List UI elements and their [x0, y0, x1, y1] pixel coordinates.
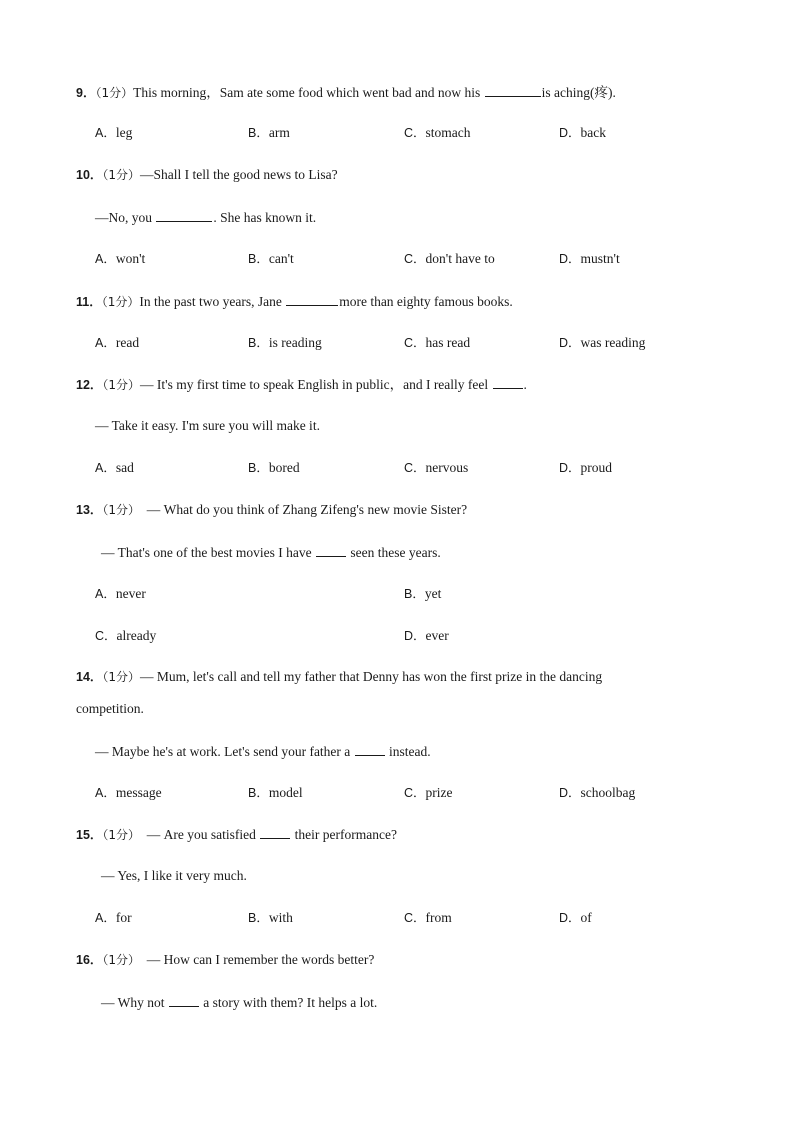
question-10-stem — [76, 167, 338, 183]
answer-blank — [286, 293, 338, 306]
question-score: （1分） — [102, 168, 141, 182]
answer-blank — [485, 84, 541, 97]
question-number: 16． — [76, 953, 103, 967]
option-d[interactable]: D．back — [559, 125, 607, 140]
question-16-reply: — Why not a story with them? It helps a lot. — [101, 995, 378, 1010]
option-a[interactable]: A．never — [95, 586, 146, 601]
option-a[interactable]: A．for — [95, 910, 132, 925]
option-d[interactable]: D．was reading — [559, 335, 646, 350]
option-c[interactable]: C．nervous — [404, 460, 469, 475]
question-score: （1分） — [101, 295, 140, 309]
question-score: （1分） — [102, 503, 141, 517]
option-c[interactable]: C．stomach — [404, 125, 471, 140]
option-b[interactable]: B．bored — [248, 460, 300, 475]
option-d[interactable]: D．of — [559, 910, 592, 925]
answer-blank — [260, 826, 290, 839]
question-score: （1分） — [102, 953, 141, 967]
stem-text: —Shall I tell the good news to Lisa? — [140, 167, 338, 182]
option-b[interactable]: B．yet — [404, 586, 442, 601]
option-b[interactable]: B．is reading — [248, 335, 322, 350]
option-d[interactable]: D．schoolbag — [559, 785, 636, 800]
option-b[interactable]: B．with — [248, 910, 293, 925]
option-d[interactable]: D．mustn't — [559, 251, 620, 266]
option-a[interactable]: A．read — [95, 335, 140, 350]
answer-blank — [316, 544, 346, 557]
option-b[interactable]: B．can't — [248, 251, 294, 266]
question-number: 9． — [76, 86, 96, 100]
question-number: 13． — [76, 503, 103, 517]
answer-blank — [156, 209, 212, 222]
question-12-stem: 12．（1分）— It's my first time to speak English in public，and I really feel . — [76, 377, 527, 392]
stem-text: is aching(疼). — [541, 85, 616, 100]
question-11-stem: 11．（1分）In the past two years, Jane more than eighty famous books. — [76, 294, 513, 309]
option-a[interactable]: A．sad — [95, 460, 134, 475]
question-15-reply: — Yes, I like it very much. — [101, 868, 247, 883]
option-b[interactable]: B．arm — [248, 125, 290, 140]
question-number: 14． — [76, 670, 103, 684]
option-d[interactable]: D．ever — [404, 628, 449, 643]
question-9-stem — [76, 84, 616, 101]
option-a[interactable]: A．message — [95, 785, 162, 800]
question-14-reply: — Maybe he's at work. Let's send your father a instead. — [95, 744, 431, 759]
option-a[interactable]: A．leg — [95, 125, 133, 140]
option-c[interactable]: C．from — [404, 910, 452, 925]
option-b[interactable]: B．model — [248, 785, 303, 800]
question-number: 11． — [76, 295, 102, 309]
option-c[interactable]: C．prize — [404, 785, 453, 800]
question-10-reply: —No, you . She has known it. — [95, 210, 317, 225]
question-number: 10． — [76, 168, 103, 182]
question-13-stem: 13．（1分） — What do you think of Zhang Zifeng's new movie Sister? — [76, 502, 468, 517]
question-14-stem: 14．（1分）— Mum, let's call and tell my father that Denny has won the first prize in the dancing — [76, 669, 603, 684]
question-15-stem: 15．（1分） — Are you satisfied their performance? — [76, 827, 397, 842]
question-score: （1分） — [102, 828, 141, 842]
question-13-reply: — That's one of the best movies I have seen these years. — [101, 545, 441, 560]
question-score: （1分） — [95, 86, 134, 100]
question-12-reply: — Take it easy. I'm sure you will make it. — [95, 418, 320, 433]
answer-blank — [493, 376, 523, 389]
question-number: 12． — [76, 378, 103, 392]
option-c[interactable]: C．has read — [404, 335, 471, 350]
stem-text: This morning，Sam ate some food which went bad and now his — [133, 85, 484, 100]
question-score: （1分） — [102, 378, 141, 392]
option-d[interactable]: D．proud — [559, 460, 613, 475]
option-a[interactable]: A．won't — [95, 251, 146, 266]
question-14-stem-continued: competition. — [76, 701, 144, 716]
question-16-stem: 16．（1分） — How can I remember the words better? — [76, 952, 375, 967]
answer-blank — [355, 743, 385, 756]
option-c[interactable]: C．already — [95, 628, 157, 643]
question-score: （1分） — [102, 670, 141, 684]
option-c[interactable]: C．don't have to — [404, 251, 495, 266]
question-number: 15． — [76, 828, 103, 842]
answer-blank — [169, 994, 199, 1007]
